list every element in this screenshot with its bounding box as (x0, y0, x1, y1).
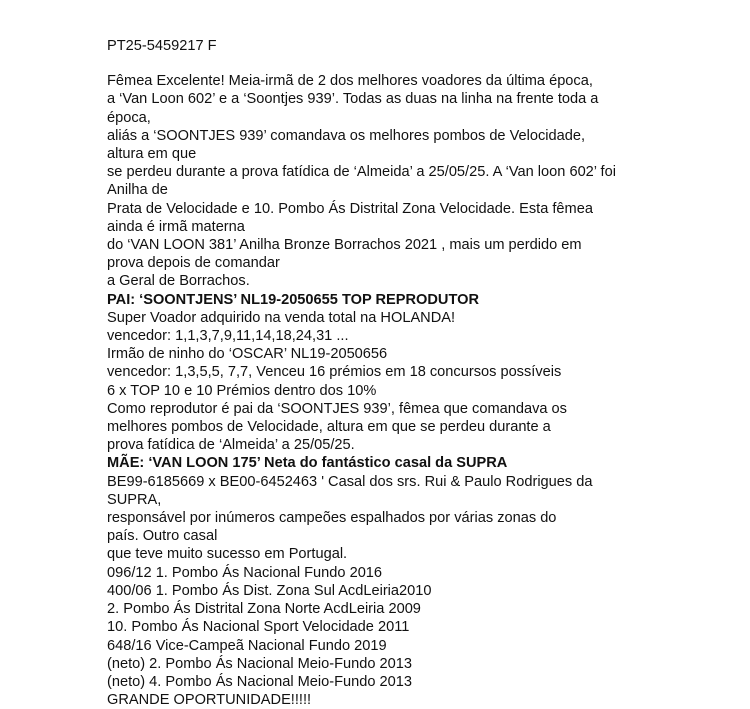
mother-line: que teve muito sucesso em Portugal. (107, 546, 348, 563)
mother-line: 648/16 Vice-Campeã Nacional Fundo 2019 (107, 637, 387, 654)
father-heading: PAI: ‘SOONTJENS’ NL19-2050655 TOP REPRODUTOR (107, 291, 479, 308)
father-line: prova fatídica de ‘Almeida’ a 25/05/25. (107, 437, 355, 454)
closing-line: GRANDE OPORTUNIDADE!!!!! (107, 692, 312, 709)
mother-section (107, 473, 727, 709)
intro-line: do ‘VAN LOON 381’ Anilha Bronze Borrachos 2021 , mais um perdido em (107, 237, 582, 254)
document-body (107, 37, 727, 709)
mother-line: BE99-6185669 x BE00-6452463 ' Casal dos srs. Rui & Paulo Rodrigues da (107, 473, 593, 490)
intro-line: a Geral de Borrachos. (107, 273, 250, 290)
mother-line: 400/06 1. Pombo Ás Dist. Zona Sul AcdLeiria2010 (107, 582, 432, 599)
father-line: Super Voador adquirido na venda total na HOLANDA! (107, 309, 456, 326)
ring-reference: PT25-5459217 F (107, 38, 217, 54)
intro-line: época, (107, 109, 151, 126)
father-line: melhores pombos de Velocidade, altura em que se perdeu durante a (107, 419, 551, 436)
mother-line: SUPRA, (107, 491, 162, 508)
intro-line: Fêmea Excelente! Meia-irmã de 2 dos melhores voadores da última época, (107, 73, 593, 90)
mother-line: 096/12 1. Pombo Ás Nacional Fundo 2016 (107, 564, 383, 581)
father-section (107, 309, 727, 455)
mother-line: responsável por inúmeros campeões espalhados por várias zonas do (107, 510, 557, 527)
mother-line: (neto) 4. Pombo Ás Nacional Meio-Fundo 2013 (107, 673, 413, 690)
intro-line: ainda é irmã materna (107, 218, 245, 235)
intro-line: aliás a ‘SOONTJES 939’ comandava os melhores pombos de Velocidade, (107, 127, 586, 144)
intro-paragraph (107, 72, 727, 290)
mother-line: 2. Pombo Ás Distrital Zona Norte AcdLeiria 2009 (107, 601, 421, 618)
intro-line: prova depois de comandar (107, 255, 280, 272)
father-line: vencedor: 1,3,5,5, 7,7, Venceu 16 prémios em 18 concursos possíveis (107, 364, 562, 381)
intro-line: Prata de Velocidade e 10. Pombo Ás Distrital Zona Velocidade. Esta fêmea (107, 200, 593, 217)
mother-line: país. Outro casal (107, 528, 218, 545)
intro-line: Anilha de (107, 182, 168, 199)
mother-heading: MÃE: ‘VAN LOON 175’ Neta do fantástico casal da SUPRA (107, 455, 508, 472)
father-line: Irmão de ninho do ‘OSCAR’ NL19-2050656 (107, 346, 388, 363)
intro-line: a ‘Van Loon 602’ e a ‘Soontjes 939’. Todas as duas na linha na frente toda a (107, 91, 599, 108)
father-line: 6 x TOP 10 e 10 Prémios dentro dos 10% (107, 382, 377, 399)
mother-line: 10. Pombo Ás Nacional Sport Velocidade 2011 (107, 619, 410, 636)
mother-line: (neto) 2. Pombo Ás Nacional Meio-Fundo 2013 (107, 655, 413, 672)
intro-line: altura em que (107, 146, 197, 163)
father-line: Como reprodutor é pai da ‘SOONTJES 939’, fêmea que comandava os (107, 400, 567, 417)
father-line: vencedor: 1,1,3,7,9,11,14,18,24,31 ... (107, 328, 349, 345)
intro-line: se perdeu durante a prova fatídica de ‘Almeida’ a 25/05/25. A ‘Van loon 602’ foi (107, 164, 616, 181)
